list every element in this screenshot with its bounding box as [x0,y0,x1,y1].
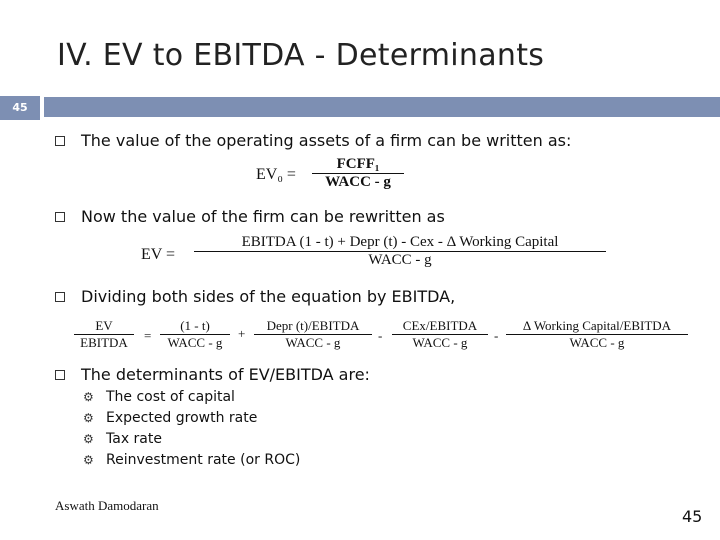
eq1-fraction [312,156,404,191]
checkbox-bullet-icon [55,212,65,222]
eq3-minus-1: - [378,328,383,343]
eq3-term3-fraction [392,318,488,351]
eq3-minus-2: - [494,328,499,343]
eq3-lhs-fraction [74,318,134,351]
eq2-denominator: WACC - g [368,252,432,268]
eq3-lhs-denominator: EBITDA [80,335,128,350]
eq3-term2-denominator: WACC - g [285,335,341,350]
eq3-term3-numerator: CEx/EBITDA [392,318,488,335]
bullet-text: Dividing both sides of the equation by EBITDA, [81,287,456,306]
gear-bullet-icon: ⚙ [83,453,94,467]
eq3-term4-numerator: Δ Working Capital/EBITDA [506,318,688,335]
eq3-term2-fraction [254,318,372,351]
eq3-equals: = [144,328,152,343]
determinant-item: Expected growth rate [106,410,258,426]
gear-bullet-icon: ⚙ [83,390,94,404]
gear-bullet-icon: ⚙ [83,432,94,446]
determinant-item: Reinvestment rate (or ROC) [106,452,301,468]
checkbox-bullet-icon [55,370,65,380]
bullet-text: Now the value of the firm can be rewritten as [81,207,445,226]
page-number: 45 [682,507,703,526]
checkbox-bullet-icon [55,292,65,302]
header-bar [44,97,720,117]
checkbox-bullet-icon [55,136,65,146]
eq3-term2-numerator: Depr (t)/EBITDA [254,318,372,335]
slide-number-badge: 45 [0,96,40,120]
equation-ev0 [252,154,408,198]
footer-author: Aswath Damodaran [55,498,159,513]
equation-ev [138,232,608,278]
eq3-term3-denominator: WACC - g [412,335,468,350]
eq3-term4-denominator: WACC - g [569,335,625,350]
eq2-numerator: EBITDA (1 - t) + Depr (t) - Cex - Δ Working Capital [194,234,606,252]
eq3-term1-fraction [160,318,230,351]
eq2-fraction [194,234,606,269]
eq1-lhs: EV₀ = [256,166,296,183]
eq3-term1-numerator: (1 - t) [160,318,230,335]
eq3-term4-fraction [506,318,688,351]
bullet-text: The determinants of EV/EBITDA are: [81,365,370,384]
page-title: IV. EV to EBITDA - Determinants [57,38,545,73]
eq2-lhs: EV = [141,246,176,263]
eq1-numerator: FCFF₁ [312,156,404,174]
gear-bullet-icon: ⚙ [83,411,94,425]
eq1-denominator: WACC - g [325,174,391,190]
eq3-lhs-numerator: EV [74,318,134,335]
determinant-item: Tax rate [106,431,162,447]
bullet-text: The value of the operating assets of a firm can be written as: [81,131,572,150]
eq3-term1-denominator: WACC - g [167,335,223,350]
eq3-plus: + [238,326,246,341]
equation-ev-ebitda [70,316,692,356]
determinant-item: The cost of capital [106,389,235,405]
